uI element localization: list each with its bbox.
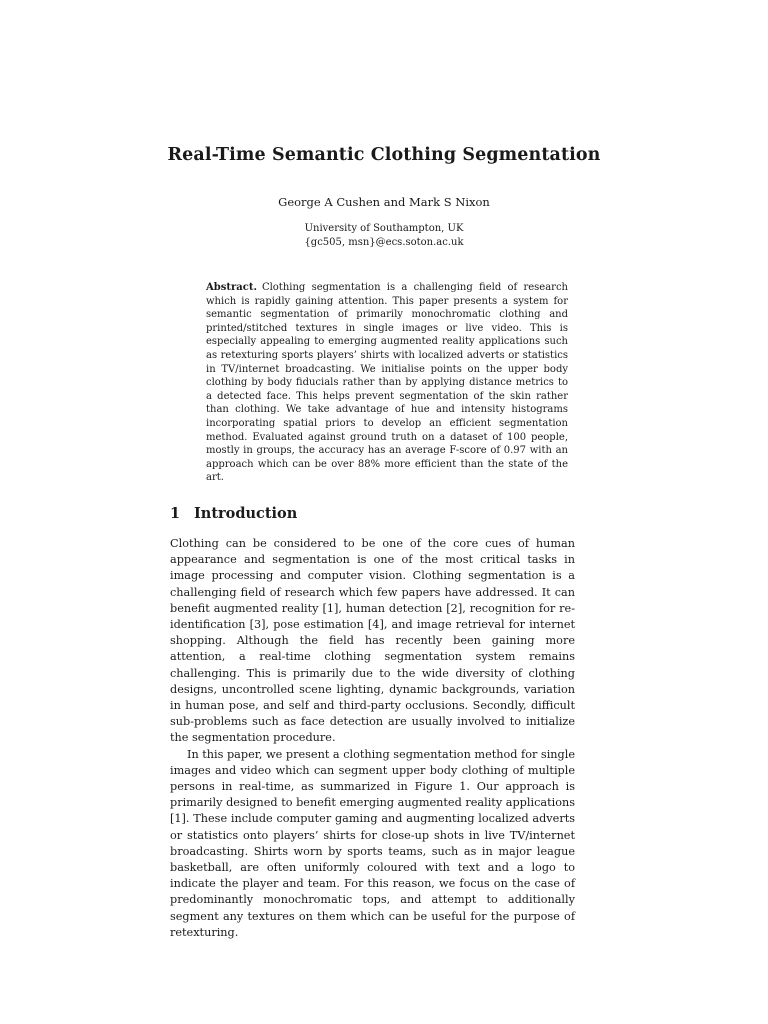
introduction-body xyxy=(170,536,575,941)
section-title: Introduction xyxy=(194,505,298,522)
section-number: 1 xyxy=(170,505,181,522)
body-paragraph: In this paper, we present a clothing segmentation method for single images and video which can segment upper body clothing of multiple persons in real-time, as summarized in Figure 1. Our approach is primarily designed to benefit emerging augmented reality applications [1]. These include computer gaming and augmenting localized adverts or statistics onto players’ shirts for close-up shots in live TV/internet broadcasting. Shirts worn by sports teams, such as in major league basketball, are often uniformly coloured with text and a logo to indicate the player and team. For this reason, we focus on the case of predominantly monochromatic tops, and attempt to additionally segment any textures on them which can be useful for the purpose of retexturing. xyxy=(170,747,576,939)
abstract-label: Abstract. xyxy=(206,282,257,293)
affiliation-email: {gc505, msn}@ecs.soton.ac.uk xyxy=(304,237,464,248)
abstract xyxy=(206,281,568,485)
body-paragraph: Clothing can be considered to be one of the core cues of human appearance and segmentation is one of the most critical tasks in image processing and computer vision. Clothing segmentation is a challenging field of research which few papers have addressed. It can benefit augmented reality [1], human detection [2], recognition for re-identification [3], pose estimation [4], and image retrieval for internet shopping. Although the field has recently been gaining more attention, a real-time clothing segmentation system remains challenging. This is primarily due to the wide diversity of clothing designs, uncontrolled scene lighting, dynamic backgrounds, variation in human pose, and self and third-party occlusions. Secondly, difficult sub-problems such as face detection are usually involved to initialize the segmentation procedure. xyxy=(170,537,575,745)
paper-affiliation xyxy=(0,222,768,250)
abstract-text: Clothing segmentation is a challenging field of research which is rapidly gaining attention. This paper presents a system for semantic segmentation of primarily monochromatic clothing and printed/stitched textures in single images or live video. This is especially appealing to emerging augmented reality applications such as retexturing sports players’ shirts with localized adverts or statistics in TV/internet broadcasting. We initialise points on the upper body clothing by body fiducials rather than by applying distance metrics to a detected face. This helps prevent segmentation of the skin rather than clothing. We take advantage of hue and intensity histograms incorporating spatial priors to develop an efficient segmentation method. Evaluated against ground truth on a dataset of 100 people, mostly in groups, the accuracy has an average F-score of 0.97 with an approach which can be over 88% more efficient than the state of the art. xyxy=(206,282,568,484)
affiliation-institution: University of Southampton, UK xyxy=(304,223,464,234)
paper-title: Real-Time Semantic Clothing Segmentation xyxy=(167,145,601,165)
paper-authors: George A Cushen and Mark S Nixon xyxy=(278,195,490,209)
section-heading-introduction xyxy=(170,505,297,522)
